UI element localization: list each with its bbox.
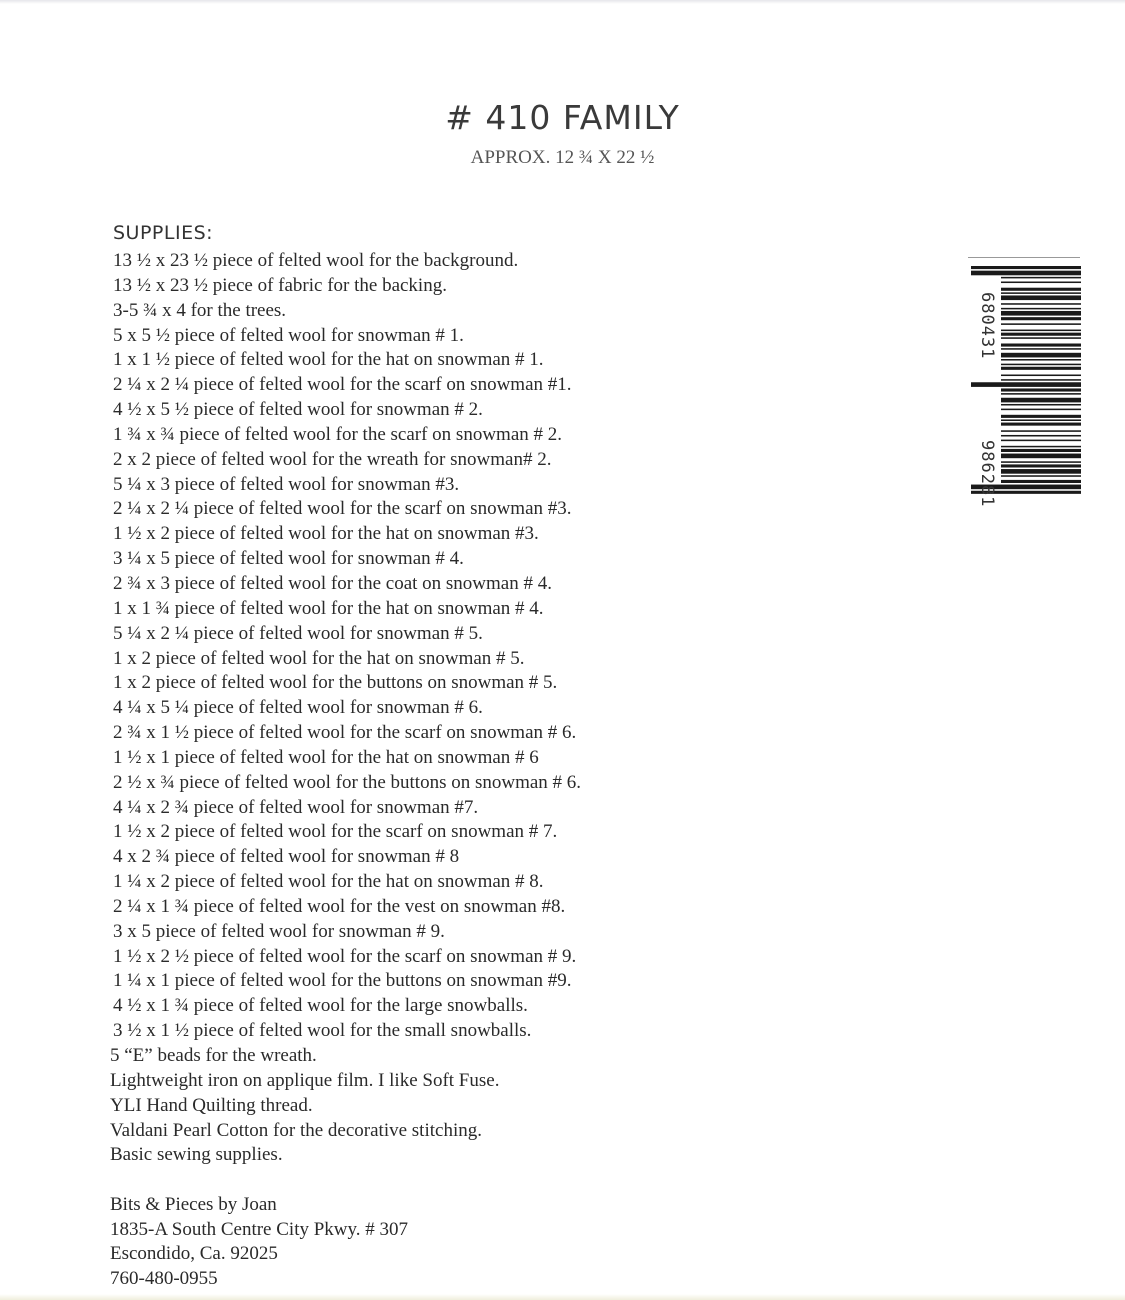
supply-item: 1 ½ x 2 ½ piece of felted wool for the scarf on snowman # 9.	[113, 945, 577, 967]
supply-item: Valdani Pearl Cotton for the decorative stitching.	[110, 1119, 482, 1141]
supply-item: 2 ¼ x 2 ¼ piece of felted wool for the scarf on snowman #1.	[113, 374, 572, 396]
street-address: 1835-A South Centre City Pkwy. # 307	[110, 1218, 409, 1240]
supply-item: 13 ½ x 23 ½ piece of fabric for the backing.	[113, 274, 447, 296]
barcode-bar	[1001, 388, 1081, 391]
supply-item: 2 ¾ x 3 piece of felted wool for the coat on snowman # 4.	[113, 572, 552, 594]
supply-item: 5 x 5 ½ piece of felted wool for snowman # 1.	[113, 324, 464, 346]
barcode-bar	[1001, 317, 1081, 320]
supplies-list	[110, 249, 833, 1168]
barcode-bar	[1001, 379, 1081, 381]
barcode-bar	[1001, 469, 1081, 474]
supply-item: 1 ½ x 2 piece of felted wool for the scarf on snowman # 7.	[113, 821, 558, 843]
scan-bottom-edge	[0, 1294, 1125, 1300]
barcode-bar	[1001, 440, 1081, 442]
supply-item: 1 x 2 piece of felted wool for the buttons on snowman # 5.	[113, 672, 558, 694]
barcode-bar	[971, 271, 1081, 276]
barcode-bar	[1001, 393, 1081, 395]
barcode-bar	[1001, 323, 1081, 325]
supply-item: 4 ¼ x 2 ¾ piece of felted wool for snowman #7.	[113, 796, 479, 818]
barcode-bar	[1001, 344, 1081, 347]
barcode-bar	[1001, 464, 1081, 467]
barcode-bar	[971, 382, 1081, 387]
supply-item: 1 x 2 piece of felted wool for the hat on snowman # 5.	[113, 647, 525, 669]
supply-item: 2 ½ x ¾ piece of felted wool for the buttons on snowman # 6.	[113, 771, 582, 793]
barcode-digits-left: 680431	[977, 292, 997, 360]
supply-item: 13 ½ x 23 ½ piece of felted wool for the background.	[113, 250, 519, 271]
barcode-bar	[1001, 423, 1081, 426]
barcode-bar	[1001, 367, 1081, 370]
supply-item: 2 x 2 piece of felted wool for the wreath for snowman# 2.	[113, 448, 552, 470]
barcode-bar	[1001, 454, 1081, 459]
barcode-bar	[1001, 404, 1081, 406]
barcode-bar	[1001, 282, 1081, 284]
barcode-bar	[1001, 295, 1081, 300]
supply-item: 4 ½ x 1 ¾ piece of felted wool for the large snowballs.	[113, 995, 528, 1017]
supply-item: 5 “E” beads for the wreath.	[110, 1045, 317, 1066]
barcode-bar	[1001, 480, 1081, 483]
pattern-title: # 410 FAMILY	[445, 98, 680, 137]
barcode-bar	[1001, 303, 1081, 305]
company-name: Bits & Pieces by Joan	[110, 1194, 277, 1215]
barcode-bar	[1001, 449, 1081, 452]
barcode-bar	[1001, 337, 1081, 339]
barcode-bar	[1001, 364, 1081, 366]
barcode-bar	[1001, 375, 1081, 377]
supply-item: 1 x 1 ½ piece of felted wool for the hat on snowman # 1.	[113, 349, 544, 371]
supply-item: 5 ¼ x 3 piece of felted wool for snowman #3.	[113, 473, 460, 495]
barcode-bar	[1001, 475, 1081, 477]
city-state-zip: Escondido, Ca. 92025	[110, 1243, 278, 1264]
barcode-bar	[1001, 288, 1081, 291]
supply-item: 1 ½ x 1 piece of felted wool for the hat on snowman # 6	[113, 746, 539, 768]
scan-top-edge	[0, 0, 1125, 4]
barcode-bar	[1001, 277, 1081, 279]
barcode-bar	[1001, 353, 1081, 358]
barcode-bar	[1001, 308, 1081, 310]
barcode-digits-right: 986281	[977, 440, 997, 508]
supply-item: 3-5 ¾ x 4 for the trees.	[113, 299, 287, 321]
supply-item: 2 ¼ x 2 ¼ piece of felted wool for the scarf on snowman #3.	[113, 498, 572, 520]
barcode-bar	[1001, 461, 1081, 463]
supply-item: 4 ¼ x 5 ¼ piece of felted wool for snowman # 6.	[113, 697, 483, 719]
supply-item: 2 ¾ x 1 ½ piece of felted wool for the scarf on snowman # 6.	[113, 722, 577, 744]
supply-item: 4 x 2 ¾ piece of felted wool for snowman # 8	[113, 846, 460, 868]
barcode-bar	[1001, 419, 1081, 421]
supply-item: YLI Hand Quilting thread.	[110, 1094, 313, 1116]
pattern-size: APPROX. 12 ¾ X 22 ½	[470, 147, 655, 168]
barcode-bar	[1001, 409, 1081, 411]
supply-item: Basic sewing supplies.	[110, 1144, 283, 1166]
barcode-bar	[1001, 435, 1081, 437]
supplies-heading: SUPPLIES:	[113, 222, 214, 244]
supply-item: 1 ¾ x ¾ piece of felted wool for the scarf on snowman # 2.	[113, 423, 563, 445]
barcode-bar	[1001, 311, 1081, 316]
address-block	[110, 1193, 408, 1291]
supply-item: 5 ¼ x 2 ¼ piece of felted wool for snowman # 5.	[113, 622, 483, 644]
barcode-top-rule	[968, 257, 1080, 258]
barcode-bar	[1001, 415, 1081, 418]
supply-item: 3 x 5 piece of felted wool for snowman # 9.	[113, 920, 445, 942]
barcode-bar	[1001, 430, 1081, 432]
supply-item: 3 ¼ x 5 piece of felted wool for snowman # 4.	[113, 548, 464, 570]
supply-item: 2 ¼ x 1 ¾ piece of felted wool for the vest on snowman #8.	[113, 895, 566, 917]
barcode-bar	[1001, 348, 1081, 350]
supply-item: 3 ½ x 1 ½ piece of felted wool for the small snowballs.	[113, 1020, 532, 1042]
barcode-bar	[1001, 446, 1081, 448]
supply-item: Lightweight iron on applique film. I like Soft Fuse.	[110, 1069, 500, 1091]
supply-item: 4 ½ x 5 ½ piece of felted wool for snowman # 2.	[113, 399, 483, 421]
supply-item: 1 x 1 ¾ piece of felted wool for the hat on snowman # 4.	[113, 597, 544, 619]
barcode-bar	[1001, 398, 1081, 403]
supply-item: 1 ½ x 2 piece of felted wool for the hat on snowman #3.	[113, 523, 539, 545]
barcode-bar	[1001, 359, 1081, 361]
barcode-bar	[1001, 292, 1081, 294]
barcode-bar	[971, 266, 1081, 269]
phone-number: 760-480-0955	[110, 1267, 218, 1289]
barcode-bar	[1001, 333, 1081, 336]
barcode-bar	[1001, 330, 1081, 332]
supply-item: 1 ¼ x 1 piece of felted wool for the buttons on snowman #9.	[113, 970, 572, 992]
supply-item: 1 ¼ x 2 piece of felted wool for the hat on snowman # 8.	[113, 871, 544, 893]
